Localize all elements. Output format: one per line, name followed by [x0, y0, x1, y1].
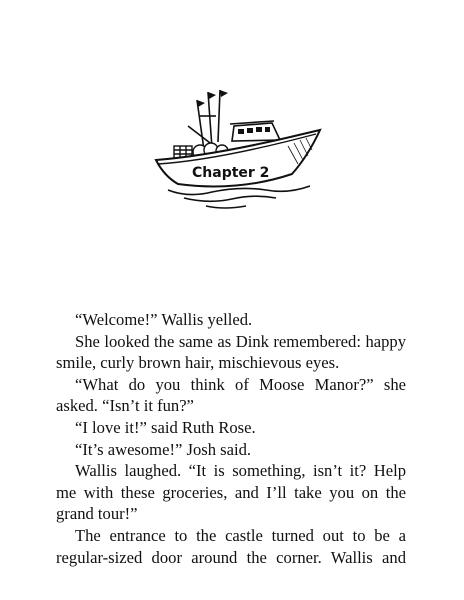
paragraph: The entrance to the castle turned out to be a regular-sized door around the corner. Wallis and	[56, 525, 406, 567]
paragraph: “It’s awesome!” Josh said.	[75, 439, 252, 459]
paragraph: “Welcome!” Wallis yelled.	[75, 310, 253, 329]
paragraph: Wallis laughed. “It is something, isn’t it? Help me with these groceries, and I’ll take you on the grand tour!”	[56, 461, 406, 524]
paragraph: “What do you think of Moose Manor?” she asked. “Isn’t it fun?”	[56, 374, 406, 416]
boat-flags	[197, 90, 228, 107]
boat-masts	[188, 90, 220, 150]
chapter-text	[56, 309, 406, 568]
boat-cabin	[230, 121, 280, 141]
paragraph: “I love it!” said Ruth Rose.	[75, 417, 256, 437]
fishing-boat-illustration	[148, 86, 328, 216]
paragraph: She looked the same as Dink remembered: happy smile, curly brown hair, mischievous eyes.	[56, 331, 406, 373]
water-waves	[168, 186, 310, 208]
chapter-title: Chapter 2	[192, 165, 270, 181]
